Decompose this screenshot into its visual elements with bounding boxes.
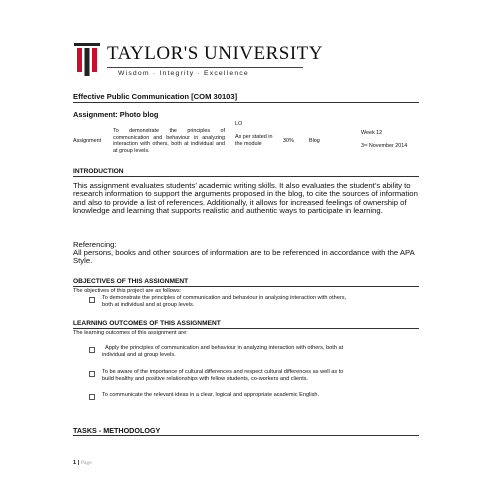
due-date-day: 3 <box>361 143 364 149</box>
university-crest-icon <box>74 43 100 76</box>
page-label: Page <box>80 460 92 466</box>
objectives-divider <box>73 286 419 287</box>
assessment-type: Assignment <box>73 138 102 144</box>
page-number: 1 <box>73 460 77 466</box>
university-tagline: Wisdom · Integrity · Excellence <box>118 70 249 77</box>
referencing-heading: Referencing: <box>73 240 117 249</box>
outcome-2-line1: To be aware of the importance of cultural differences and respect cultural differences as well as to <box>102 369 344 375</box>
outcome-3-line1: To communicate the relevant ideas in a clear, logical and appropriate academic English. <box>102 392 320 398</box>
outcomes-divider <box>73 328 419 329</box>
due-date-suffix: rd <box>364 143 368 147</box>
university-name: TAYLOR'S UNIVERSITY <box>107 43 324 64</box>
course-title: Effective Public Communication [COM 30103] <box>73 92 238 101</box>
assessment-table <box>73 120 419 164</box>
logo-divider <box>107 67 303 68</box>
objectives-intro: The objectives of this project are as follows: <box>73 288 182 294</box>
objective-bullet <box>89 297 95 303</box>
outcome-1-line2: individual and at group levels. <box>102 352 176 358</box>
outcome-1-line1: Apply the principles of communication and behaviour in analyzing interaction with others, both at <box>105 345 344 351</box>
lo-value: As per stated in the module <box>235 134 273 147</box>
introduction-heading: INTRODUCTION <box>73 168 124 175</box>
title-divider <box>73 102 419 103</box>
page-separator: | <box>76 460 81 466</box>
tasks-heading: TASKS - METHODOLOGY <box>73 426 161 435</box>
outcomes-intro: The learning outcomes of this assignment are: <box>73 330 188 336</box>
assessment-description: To demonstrate the principles of communication and behaviour in analyzing interaction with others, both at individual and at group levels. <box>113 128 225 154</box>
outcomes-heading: LEARNING OUTCOMES OF THIS ASSIGNMENT <box>73 320 221 327</box>
outcome-bullet-1 <box>89 347 95 353</box>
due-date-rest: November 2014 <box>367 143 408 149</box>
referencing-text: All persons, books and other sources of information are to be referenced in accordance with the APA Style. <box>73 248 415 266</box>
introduction-paragraph: This assignment evaluates students’ academic writing skills. It also evaluates the student’s ability to research information to support the arguments proposed in the blog, to cite the sources of information and also to provide a list of references. Additionally, it allows for increased feelings of ownership of knowledge and learning that supports realistic and authentic ways to participate in learning. <box>73 181 418 216</box>
university-logo <box>74 43 324 81</box>
assessment-mode: Blog <box>309 138 320 144</box>
outcome-bullet-3 <box>89 394 95 400</box>
objectives-heading: OBJECTIVES OF THIS ASSIGNMENT <box>73 278 189 285</box>
introduction-text <box>73 182 419 216</box>
outcome-bullet-2 <box>89 371 95 377</box>
objective-item-line2: both at individual and at group levels. <box>102 302 195 308</box>
outcome-2-line2: build healthy and positive relationships with fellow students, co-workers and clients. <box>102 376 309 382</box>
objective-item-line1: To demonstrate the principles of communication and behaviour in analysing interaction with others, <box>102 295 347 301</box>
introduction-divider <box>73 176 419 177</box>
lo-header: LO <box>235 121 243 127</box>
due-date <box>361 143 407 150</box>
due-week: Week 12 <box>361 130 383 136</box>
assessment-weight: 30% <box>283 138 294 144</box>
tasks-divider <box>73 435 419 436</box>
assignment-title: Assignment: Photo blog <box>73 110 159 119</box>
page-footer <box>73 460 92 466</box>
